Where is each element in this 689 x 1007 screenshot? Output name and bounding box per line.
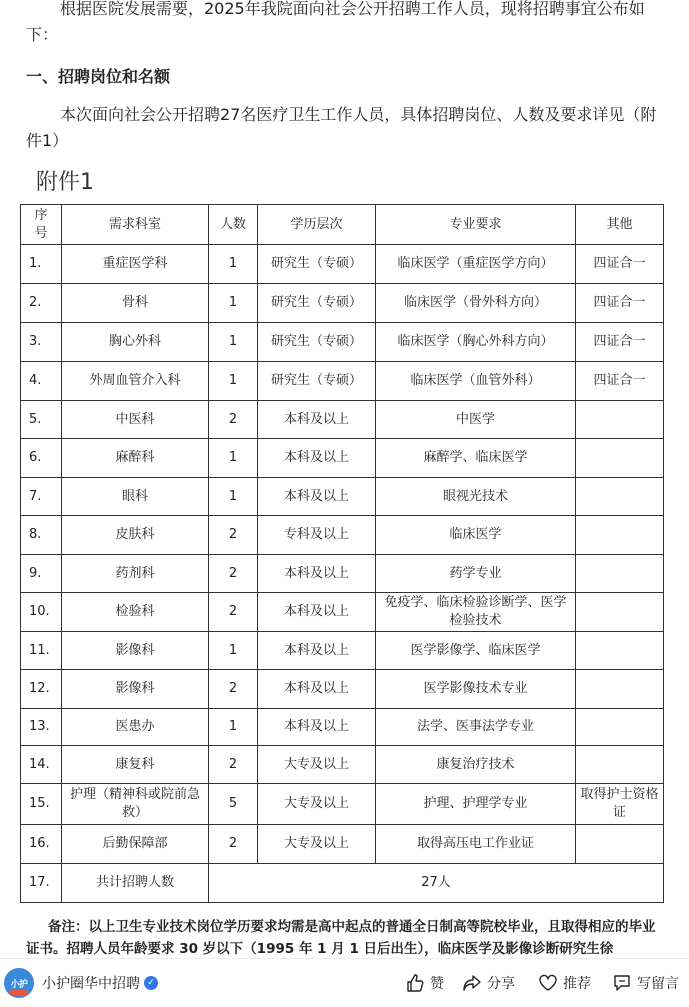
total-label: 共计招聘人数 <box>62 864 209 903</box>
row-major: 临床医学（重症医学方向） <box>376 245 576 284</box>
row-index: 9. <box>21 555 62 593</box>
row-education: 本科及以上 <box>258 632 376 670</box>
row-department: 骨科 <box>62 284 209 323</box>
comment-icon <box>612 973 632 993</box>
row-other <box>576 593 664 632</box>
row-major: 取得高压电工作业证 <box>376 825 576 864</box>
thumbs-up-icon <box>405 973 425 993</box>
recruitment-table <box>20 204 664 903</box>
table-row <box>21 439 664 478</box>
row-department: 中医科 <box>62 401 209 439</box>
row-major: 麻醉学、临床医学 <box>376 439 576 478</box>
share-button[interactable] <box>462 959 515 1007</box>
table-row <box>21 632 664 670</box>
row-department: 后勤保障部 <box>62 825 209 864</box>
row-count: 1 <box>209 478 258 516</box>
table-row <box>21 401 664 439</box>
table-row <box>21 709 664 746</box>
header-count: 人数 <box>209 205 258 245</box>
header-other: 其他 <box>576 205 664 245</box>
row-index: 1. <box>21 245 62 284</box>
row-other <box>576 670 664 709</box>
row-education: 本科及以上 <box>258 670 376 709</box>
row-count: 2 <box>209 825 258 864</box>
row-department: 护理（精神科或院前急救） <box>62 784 209 825</box>
row-department: 眼科 <box>62 478 209 516</box>
row-index: 7. <box>21 478 62 516</box>
header-department: 需求科室 <box>62 205 209 245</box>
row-education: 研究生（专硕） <box>258 323 376 362</box>
row-other: 四证合一 <box>576 245 664 284</box>
row-department: 影像科 <box>62 670 209 709</box>
header-major: 专业要求 <box>376 205 576 245</box>
account-avatar[interactable] <box>4 968 34 998</box>
section-paragraph: 本次面向社会公开招聘27名医疗卫生工作人员，具体招聘岗位、人数及要求详见（附件1） <box>26 105 657 150</box>
share-icon <box>462 973 482 993</box>
row-major: 临床医学（血管外科） <box>376 362 576 401</box>
table-header-row <box>21 205 664 245</box>
row-count: 5 <box>209 784 258 825</box>
attachment-label: 附件1 <box>36 170 94 195</box>
section-heading: 一、招聘岗位和名额 <box>26 67 171 86</box>
row-major: 眼视光技术 <box>376 478 576 516</box>
header-index: 序 号 <box>21 205 62 245</box>
table-row <box>21 284 664 323</box>
table-row <box>21 555 664 593</box>
footnote: 备注：以上卫生专业技术岗位学历要求均需是高中起点的普通全日制高等院校毕业，且取得相应的毕业证书。招聘人员年龄要求 30 岁以下（1995 年 1 月 1 日后出生），临床医学及影像诊断研究生徐 <box>26 919 656 956</box>
row-count: 1 <box>209 284 258 323</box>
row-education: 本科及以上 <box>258 593 376 632</box>
row-count: 2 <box>209 516 258 555</box>
row-education: 研究生（专硕） <box>258 362 376 401</box>
table-row <box>21 245 664 284</box>
row-other <box>576 478 664 516</box>
row-count: 1 <box>209 709 258 746</box>
row-other <box>576 516 664 555</box>
comment-label: 写留言 <box>637 976 679 992</box>
row-other <box>576 746 664 784</box>
row-major: 医学影像技术专业 <box>376 670 576 709</box>
row-department: 影像科 <box>62 632 209 670</box>
table-row <box>21 323 664 362</box>
total-index: 17. <box>21 864 62 903</box>
row-index: 11. <box>21 632 62 670</box>
row-major: 护理、护理学专业 <box>376 784 576 825</box>
row-other <box>576 439 664 478</box>
row-department: 重症医学科 <box>62 245 209 284</box>
row-education: 专科及以上 <box>258 516 376 555</box>
like-button[interactable] <box>405 959 444 1007</box>
row-other <box>576 555 664 593</box>
row-department: 外周血管介入科 <box>62 362 209 401</box>
row-index: 16. <box>21 825 62 864</box>
row-department: 检验科 <box>62 593 209 632</box>
total-value: 27人 <box>209 864 664 903</box>
avatar-text: 小护 <box>10 979 28 990</box>
table-row <box>21 478 664 516</box>
row-index: 8. <box>21 516 62 555</box>
row-major: 免疫学、临床检验诊断学、医学检验技术 <box>376 593 576 632</box>
table-row <box>21 670 664 709</box>
row-major: 临床医学（骨外科方向） <box>376 284 576 323</box>
share-label: 分享 <box>487 976 515 992</box>
row-department: 医患办 <box>62 709 209 746</box>
heart-icon <box>538 973 558 993</box>
row-education: 本科及以上 <box>258 401 376 439</box>
row-count: 2 <box>209 746 258 784</box>
like-label: 赞 <box>430 976 444 992</box>
row-major: 法学、医事法学专业 <box>376 709 576 746</box>
row-count: 1 <box>209 362 258 401</box>
row-index: 4. <box>21 362 62 401</box>
row-index: 13. <box>21 709 62 746</box>
bottom-bar <box>0 958 689 1007</box>
table-row <box>21 784 664 825</box>
row-education: 研究生（专硕） <box>258 245 376 284</box>
row-count: 1 <box>209 245 258 284</box>
row-other <box>576 632 664 670</box>
row-other: 四证合一 <box>576 362 664 401</box>
verified-icon: ✓ <box>144 976 158 990</box>
row-education: 大专及以上 <box>258 784 376 825</box>
row-index: 5. <box>21 401 62 439</box>
row-department: 康复科 <box>62 746 209 784</box>
account-name[interactable]: 小护圈华中招聘 <box>42 976 140 992</box>
row-education: 大专及以上 <box>258 746 376 784</box>
row-index: 10. <box>21 593 62 632</box>
recommend-button[interactable] <box>538 959 591 1007</box>
row-index: 6. <box>21 439 62 478</box>
row-other: 四证合一 <box>576 284 664 323</box>
row-major: 临床医学 <box>376 516 576 555</box>
row-index: 14. <box>21 746 62 784</box>
comment-button[interactable] <box>612 959 679 1007</box>
header-education: 学历层次 <box>258 205 376 245</box>
row-major: 中医学 <box>376 401 576 439</box>
row-count: 1 <box>209 439 258 478</box>
row-count: 2 <box>209 670 258 709</box>
table-total-row <box>21 864 664 903</box>
row-education: 本科及以上 <box>258 709 376 746</box>
row-count: 2 <box>209 555 258 593</box>
row-other <box>576 709 664 746</box>
row-department: 麻醉科 <box>62 439 209 478</box>
row-education: 本科及以上 <box>258 478 376 516</box>
row-index: 15. <box>21 784 62 825</box>
row-department: 药剂科 <box>62 555 209 593</box>
table-row <box>21 593 664 632</box>
row-education: 大专及以上 <box>258 825 376 864</box>
row-major: 康复治疗技术 <box>376 746 576 784</box>
row-major: 医学影像学、临床医学 <box>376 632 576 670</box>
row-department: 胸心外科 <box>62 323 209 362</box>
table-row <box>21 825 664 864</box>
row-index: 3. <box>21 323 62 362</box>
row-count: 1 <box>209 632 258 670</box>
row-count: 1 <box>209 323 258 362</box>
row-other: 取得护士资格证 <box>576 784 664 825</box>
table-row <box>21 362 664 401</box>
row-department: 皮肤科 <box>62 516 209 555</box>
table-row <box>21 516 664 555</box>
recommend-label: 推荐 <box>563 976 591 992</box>
row-major: 临床医学（胸心外科方向） <box>376 323 576 362</box>
row-other: 四证合一 <box>576 323 664 362</box>
table-row <box>21 746 664 784</box>
row-count: 2 <box>209 401 258 439</box>
row-other <box>576 825 664 864</box>
intro-paragraph: 根据医院发展需要，2025年我院面向社会公开招聘工作人员，现将招聘事宜公布如下： <box>26 0 645 44</box>
row-education: 本科及以上 <box>258 555 376 593</box>
row-education: 本科及以上 <box>258 439 376 478</box>
row-count: 2 <box>209 593 258 632</box>
row-index: 2. <box>21 284 62 323</box>
row-major: 药学专业 <box>376 555 576 593</box>
row-other <box>576 401 664 439</box>
row-index: 12. <box>21 670 62 709</box>
row-education: 研究生（专硕） <box>258 284 376 323</box>
